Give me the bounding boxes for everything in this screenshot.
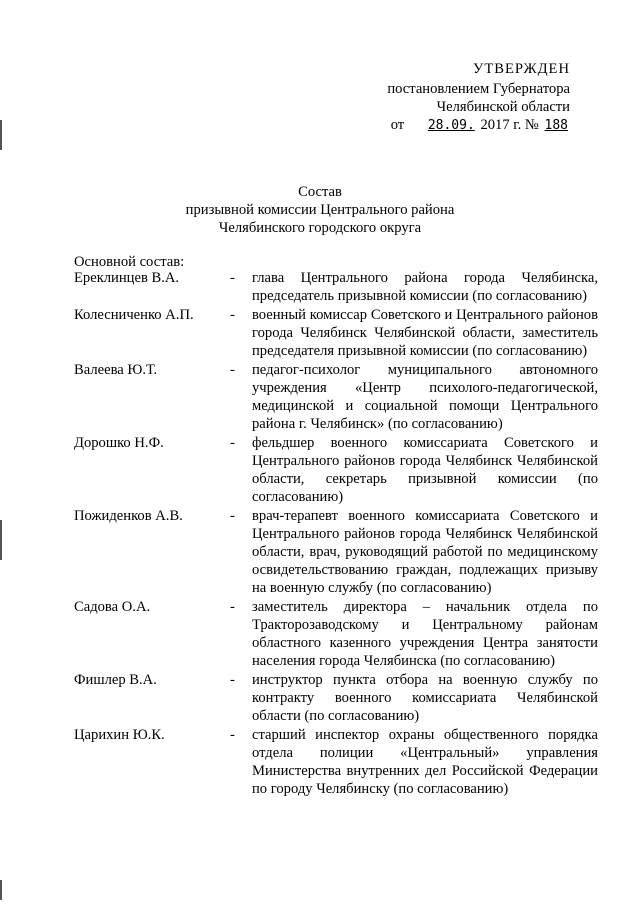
members-list: [74, 269, 598, 799]
approval-date: 28.09.: [427, 118, 475, 133]
member-row: [74, 598, 598, 670]
member-dash: -: [230, 362, 235, 378]
member-dash: -: [230, 508, 235, 524]
scan-margin-mark: [0, 520, 2, 560]
member-role: заместитель директора – начальник отдела по Тракторозаводскому и Центральному районам областного казенного учреждения Центра занятости населения города Челябинска (по согласованию): [252, 599, 598, 669]
member-dash: -: [230, 435, 235, 451]
member-name: Царихин Ю.К.: [74, 727, 165, 743]
heading-line-1: Состав: [298, 184, 342, 200]
document-heading: [0, 183, 640, 237]
member-role: военный комиссар Советского и Центрального районов города Челябинск Челябинской области, заместитель председателя призывной комиссии (по согласованию): [252, 307, 598, 359]
approval-block: [270, 60, 570, 135]
member-role: инструктор пункта отбора на военную службу по контракту военного комиссариата Челябинской области (по согласованию): [252, 672, 598, 724]
approval-line-2: Челябинской области: [436, 99, 570, 115]
composition-label: Основной состав:: [74, 254, 185, 270]
member-row: [74, 306, 598, 360]
approval-date-line: [270, 116, 570, 135]
approval-title: УТВЕРЖДЕН: [473, 61, 570, 77]
heading-line-2: призывной комиссии Центрального района: [185, 202, 455, 218]
member-row: [74, 671, 598, 725]
heading-line-3: Челябинского городского округа: [218, 220, 422, 236]
member-row: [74, 507, 598, 597]
member-row: [74, 726, 598, 798]
member-dash: -: [230, 672, 235, 688]
scan-margin-mark: [0, 880, 2, 900]
member-dash: -: [230, 599, 235, 615]
member-row: [74, 361, 598, 433]
member-role: врач-терапевт военного комиссариата Советского и Центрального районов города Челябинск Челябинской области, врач, руководящий работой по медицинскому освидетельствованию граждан, подлежащих призыву на военную службу (по согласованию): [252, 508, 598, 596]
approval-date-prefix: от: [390, 117, 405, 133]
member-dash: -: [230, 727, 235, 743]
member-name: Фишлер В.А.: [74, 672, 157, 688]
member-name: Валеева Ю.Т.: [74, 362, 158, 378]
member-row: [74, 434, 598, 506]
member-role: фельдшер военного комиссариата Советского и Центрального районов города Челябинск Челябинской области, секретарь призывной комиссии (по согласованию): [252, 435, 598, 505]
member-name: Дорошко Н.Ф.: [74, 435, 164, 451]
member-role: педагог-психолог муниципального автономного учреждения «Центр психолого-педагогической, медицинской и социальной помощи Центрального района г. Челябинск» (по согласованию): [252, 362, 598, 432]
member-name: Пожиденков А.В.: [74, 508, 183, 524]
approval-line-1: постановлением Губернатора: [387, 81, 570, 97]
approval-year: 2017 г. №: [480, 117, 539, 133]
member-dash: -: [230, 270, 235, 286]
scan-margin-mark: [0, 120, 2, 150]
member-dash: -: [230, 307, 235, 323]
member-row: [74, 269, 598, 305]
member-role: старший инспектор охраны общественного порядка отдела полиции «Центральный» управления Министерства внутренних дел Российской Федерации по городу Челябинску (по согласованию): [252, 727, 598, 797]
member-name: Колесниченко А.П.: [74, 307, 194, 323]
member-name: Ереклинцев В.А.: [74, 270, 180, 286]
member-name: Садова О.А.: [74, 599, 151, 615]
approval-number: 188: [544, 118, 568, 133]
member-role: глава Центрального района города Челябинска, председатель призывной комиссии (по согласованию): [252, 270, 598, 304]
